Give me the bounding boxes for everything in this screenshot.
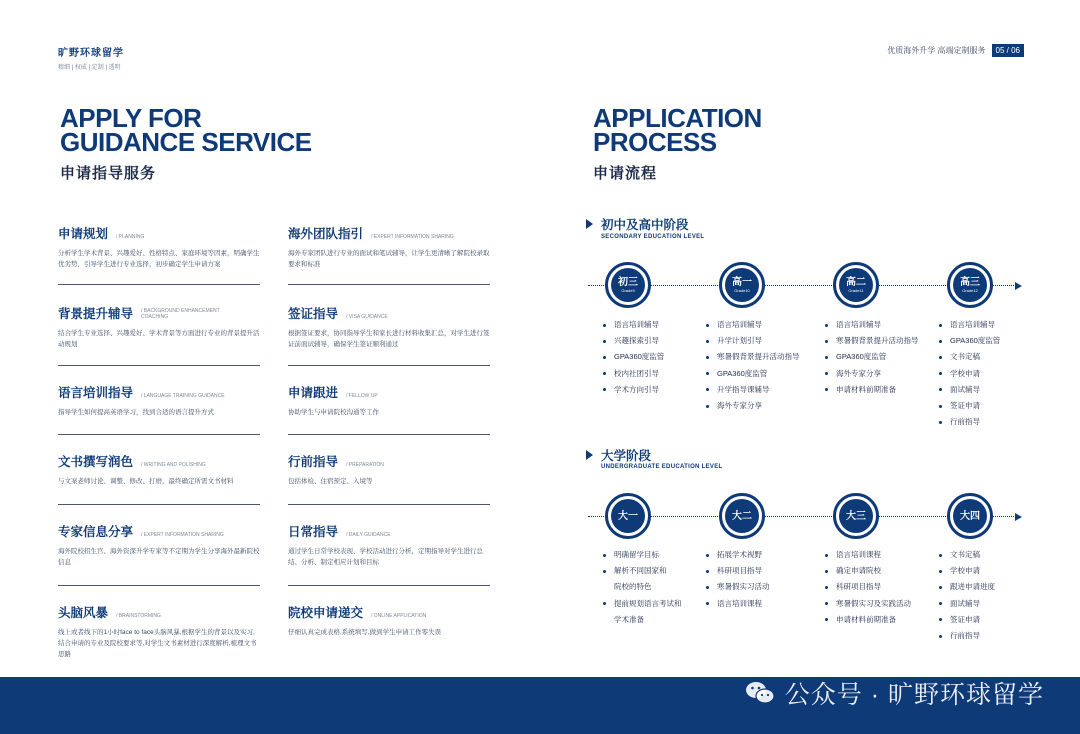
list-item: 语言培训辅导 bbox=[706, 317, 800, 333]
list-item: 跟进申请进度 bbox=[939, 579, 995, 595]
year4-list bbox=[939, 547, 995, 644]
list-item: 学校申请 bbox=[939, 366, 1000, 382]
list-item: 解析不同国家和 bbox=[603, 563, 682, 579]
service-en: / BACKGROUND ENHANCEMENT COACHING bbox=[141, 308, 220, 320]
divider bbox=[58, 365, 260, 366]
service-en: / BRAINSTORMING bbox=[116, 613, 161, 619]
list-item: 拓展学术视野 bbox=[706, 547, 770, 563]
list-item: 学术方向引导 bbox=[603, 382, 664, 398]
service-item bbox=[58, 522, 260, 568]
service-item bbox=[288, 383, 490, 418]
service-desc: 包括体检、住宿预定、入境等 bbox=[288, 478, 373, 485]
grade12-list bbox=[939, 317, 1000, 430]
service-desc: 海外院校招生官、海外资深升学专家等不定期为学生分享海外最新院校信息 bbox=[58, 548, 260, 566]
list-item: GPA360度监管 bbox=[939, 333, 1000, 349]
divider bbox=[288, 504, 490, 505]
node-label: 高二 bbox=[846, 277, 866, 288]
wechat-icon bbox=[745, 680, 775, 706]
service-en: / VISA GUIDANCE bbox=[346, 314, 388, 320]
divider bbox=[288, 585, 490, 586]
service-title: 院校申请递交 bbox=[288, 606, 364, 620]
year-node bbox=[605, 493, 651, 539]
brand-tagline: 精细 | 权威 | 定制 | 透明 bbox=[58, 65, 121, 71]
list-item: 升学指导课辅导 bbox=[706, 382, 800, 398]
right-subtitle: 申请流程 bbox=[593, 165, 658, 182]
brand-block bbox=[58, 44, 124, 71]
brand-name: 旷野环球留学 bbox=[58, 48, 124, 59]
list-item: 校内社团引导 bbox=[603, 366, 664, 382]
service-title: 背景提升辅导 bbox=[58, 307, 134, 321]
year-node bbox=[833, 493, 879, 539]
divider bbox=[288, 434, 490, 435]
service-item bbox=[58, 224, 260, 270]
service-en: / WRITING AND POLISHING bbox=[141, 462, 206, 468]
left-title-line2: GUIDANCE SERVICE bbox=[60, 127, 312, 157]
year3-list bbox=[825, 547, 911, 628]
list-item: GPA360度监管 bbox=[603, 349, 664, 365]
list-item: 海外专家分享 bbox=[825, 366, 919, 382]
list-item: 科研项目指导 bbox=[825, 579, 911, 595]
service-desc: 通过学生日常学校表现、学校活动进行分析，定期指导对学生进行总结、分析、制定相应计划和目标 bbox=[288, 548, 483, 566]
node-sub: Grade11 bbox=[848, 288, 864, 293]
service-item bbox=[288, 304, 490, 350]
service-item bbox=[58, 383, 260, 418]
watermark bbox=[745, 675, 1044, 711]
service-en: / FELLOW UP bbox=[346, 393, 378, 399]
list-item: 签证申请 bbox=[939, 612, 995, 628]
list-item: 确定申请院校 bbox=[825, 563, 911, 579]
list-item: 寒暑假背景提升活动指导 bbox=[825, 333, 919, 349]
service-title: 海外团队指引 bbox=[288, 227, 364, 241]
list-item: 行前指导 bbox=[939, 628, 995, 644]
service-desc: 协助学生与申请院校沟通等工作 bbox=[288, 409, 379, 416]
list-item: 海外专家分享 bbox=[706, 398, 800, 414]
service-title: 行前指导 bbox=[288, 455, 339, 469]
year1-list bbox=[603, 547, 682, 628]
header-slogan: 优质海外升学 高端定制服务 bbox=[887, 46, 986, 55]
year2-list bbox=[706, 547, 770, 612]
service-desc: 结合学生专业选择、兴趣爱好、学术背景等方面进行专业的背景提升活动规划 bbox=[58, 330, 260, 348]
list-item: 科研项目指导 bbox=[706, 563, 770, 579]
divider bbox=[58, 434, 260, 435]
service-title: 日常指导 bbox=[288, 525, 339, 539]
list-item: 语言培训辅导 bbox=[939, 317, 1000, 333]
divider bbox=[288, 365, 490, 366]
list-item: 升学计划引导 bbox=[706, 333, 800, 349]
stage2-title: 大学阶段 bbox=[601, 449, 652, 463]
left-title-line1: APPLY FOR bbox=[60, 103, 202, 133]
service-title: 文书撰写润色 bbox=[58, 455, 134, 469]
service-en: / PLANNING bbox=[116, 234, 145, 240]
node-sub: Grade9 bbox=[621, 288, 635, 293]
node-label: 大一 bbox=[618, 510, 638, 522]
left-subtitle: 申请指导服务 bbox=[60, 165, 157, 182]
right-title-line2: PROCESS bbox=[593, 127, 717, 157]
list-item: 面试辅导 bbox=[939, 382, 1000, 398]
service-item bbox=[58, 603, 260, 660]
service-en: / DAILY GUIDANCE bbox=[346, 532, 391, 538]
watermark-text: 公众号 · 旷野环球留学 bbox=[784, 681, 1044, 709]
node-label: 高三 bbox=[960, 277, 980, 288]
grade11-list bbox=[825, 317, 919, 398]
service-item bbox=[288, 224, 490, 270]
stage2-en: UNDERGRADUATE EDUCATION LEVEL bbox=[601, 464, 723, 470]
year-node bbox=[719, 493, 765, 539]
list-item: 寒暑假实习活动 bbox=[706, 579, 770, 595]
stage-marker bbox=[586, 450, 593, 460]
year-node bbox=[947, 493, 993, 539]
list-item: 申请材料前期准备 bbox=[825, 382, 919, 398]
service-desc: 指导学生如何提高英语学习，找到合适的语言提升方式 bbox=[58, 409, 214, 416]
service-item bbox=[58, 304, 260, 350]
right-title bbox=[593, 103, 762, 157]
service-en: / LANGUAGE TRAINING GUIDANCE bbox=[141, 393, 225, 399]
node-label: 大三 bbox=[846, 510, 866, 522]
service-title: 专家信息分享 bbox=[58, 525, 134, 539]
grade-node bbox=[947, 262, 993, 308]
list-item: 行前指导 bbox=[939, 414, 1000, 430]
grade-node bbox=[833, 262, 879, 308]
service-item bbox=[58, 452, 260, 487]
service-en: / EXPERT INFORMATION SHARING bbox=[141, 532, 224, 538]
list-item: 申请材料前期准备 bbox=[825, 612, 911, 628]
list-item: 文书定稿 bbox=[939, 349, 1000, 365]
service-en: / PREPARATION bbox=[346, 462, 384, 468]
node-label: 初三 bbox=[618, 277, 638, 288]
list-item: 面试辅导 bbox=[939, 596, 995, 612]
list-item: 学校申请 bbox=[939, 563, 995, 579]
grade9-list bbox=[603, 317, 664, 398]
divider bbox=[58, 585, 260, 586]
list-item: GPA360度监管 bbox=[706, 366, 800, 382]
list-item: 语言培训课程 bbox=[706, 596, 770, 612]
service-en: / EXPERT INFORMATION SHARING bbox=[371, 234, 454, 240]
service-title: 申请规划 bbox=[58, 227, 109, 241]
header-right bbox=[887, 44, 1024, 57]
service-desc: 分析学生学术背景、兴趣爱好、性格特点、家庭环境等因素，明确学生优劣势，引导学生进行专业选择，初步确定学生申请方案 bbox=[58, 250, 260, 268]
node-label: 大四 bbox=[960, 510, 980, 522]
list-item: 院校的特色 bbox=[614, 582, 652, 592]
grade-node bbox=[605, 262, 651, 308]
stage1-title: 初中及高中阶段 bbox=[601, 218, 689, 232]
timeline-arrow-icon bbox=[1015, 282, 1022, 290]
stage-marker bbox=[586, 219, 593, 229]
timeline-arrow-icon bbox=[1015, 513, 1022, 521]
divider bbox=[288, 284, 490, 285]
list-item: 语言培训辅导 bbox=[603, 317, 664, 333]
divider bbox=[58, 504, 260, 505]
service-title: 申请跟进 bbox=[288, 386, 339, 400]
service-desc: 与文案老师讨论、调整、修改、打磨，最终确定所需文书材料 bbox=[58, 478, 234, 485]
service-title: 签证指导 bbox=[288, 307, 339, 321]
list-item: 语言培训辅导 bbox=[825, 317, 919, 333]
service-item bbox=[288, 522, 490, 568]
page-number-badge: 05 / 06 bbox=[992, 44, 1024, 57]
list-item: 语言培训课程 bbox=[825, 547, 911, 563]
list-item: GPA360度监管 bbox=[825, 349, 919, 365]
node-sub: Grade12 bbox=[962, 288, 978, 293]
grade10-list bbox=[706, 317, 800, 414]
right-title-line1: APPLICATION bbox=[593, 103, 762, 133]
service-en: / ONLINE APPLICATION bbox=[371, 613, 427, 619]
service-item bbox=[288, 452, 490, 487]
stage1-en: SECONDARY EDUCATION LEVEL bbox=[601, 234, 705, 240]
list-item: 寒暑假实习及实践活动 bbox=[825, 596, 911, 612]
grade-node bbox=[719, 262, 765, 308]
service-desc: 线上或者线下的1小时face to face头脑风暴,根据学生的背景以及实习,结合申请的专业及院校要求等,对学生文书素材进行深度解析,梳理文书思路 bbox=[58, 629, 257, 658]
service-title: 头脑风暴 bbox=[58, 606, 109, 620]
list-item: 提前规划语言考试和 bbox=[603, 596, 682, 612]
list-item: 寒暑假背景提升活动指导 bbox=[706, 349, 800, 365]
service-item bbox=[288, 603, 490, 638]
node-sub: Grade10 bbox=[734, 288, 750, 293]
list-item: 明确留学目标 bbox=[603, 547, 682, 563]
list-item: 文书定稿 bbox=[939, 547, 995, 563]
divider bbox=[58, 284, 260, 285]
service-desc: 根据签证要求，协同指导学生和家长进行材料收集汇总，对学生进行签证前面试辅导，确保学生签证顺利通过 bbox=[288, 330, 490, 348]
list-item: 签证申请 bbox=[939, 398, 1000, 414]
node-label: 大二 bbox=[732, 510, 752, 522]
list-item: 兴趣探索引导 bbox=[603, 333, 664, 349]
service-title: 语言培训指导 bbox=[58, 386, 134, 400]
left-title bbox=[60, 103, 312, 157]
service-desc: 海外专家团队进行专业的面试和笔试辅导，让学生更清晰了解院校录取要求和标准 bbox=[288, 250, 490, 268]
node-label: 高一 bbox=[732, 277, 752, 288]
service-desc: 仔细认真完成表格,系统填写,做到学生申请工作零失误 bbox=[288, 629, 442, 636]
list-item: 学术准备 bbox=[614, 614, 644, 624]
